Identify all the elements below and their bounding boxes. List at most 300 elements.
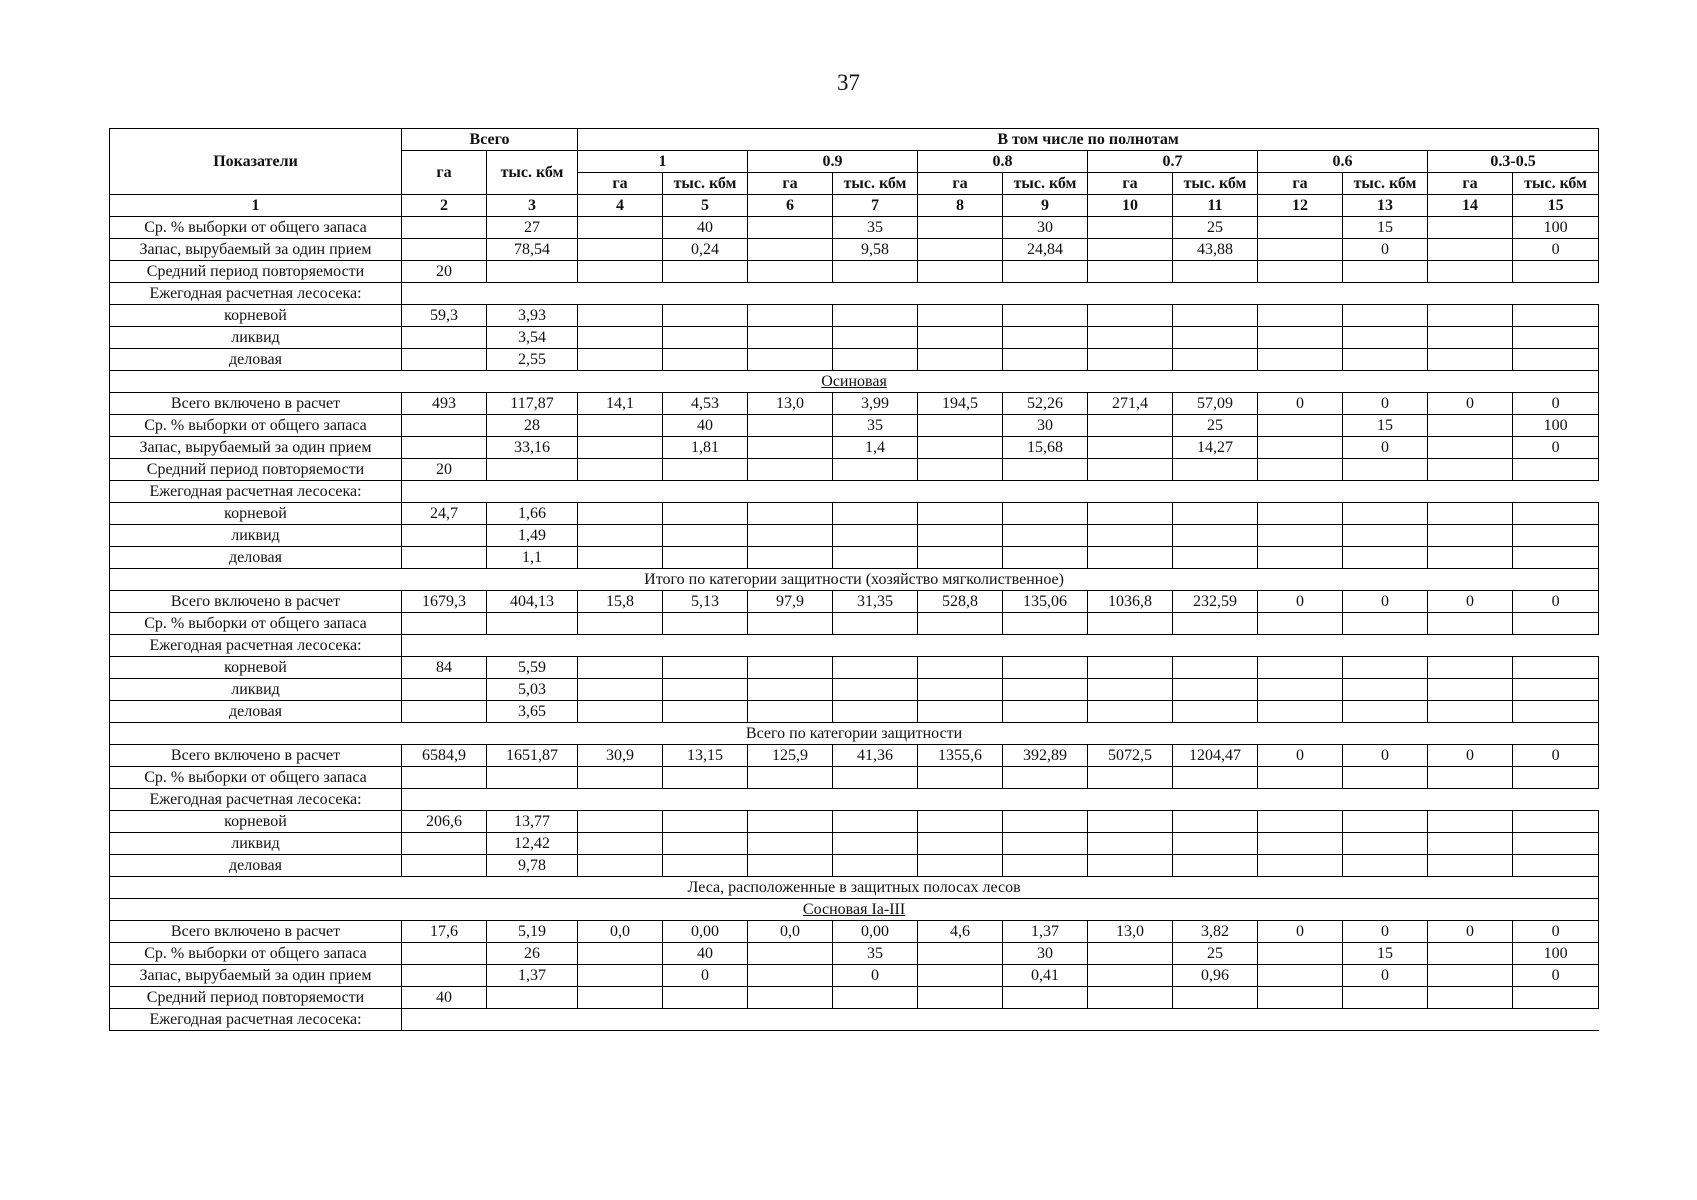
table-cell — [402, 855, 487, 877]
table-cell: 1204,47 — [1173, 745, 1258, 767]
header-column-number: 2 — [402, 195, 487, 217]
table-cell — [833, 349, 918, 371]
table-cell — [1513, 525, 1599, 547]
table-cell: 0 — [1258, 591, 1343, 613]
table-cell — [748, 305, 833, 327]
table-cell — [1428, 525, 1513, 547]
table-cell — [1428, 261, 1513, 283]
table-cell — [1003, 987, 1088, 1009]
table-cell — [833, 811, 918, 833]
table-cell — [1428, 987, 1513, 1009]
table-cell — [1003, 525, 1088, 547]
table-cell: 24,84 — [1003, 239, 1088, 261]
table-cell: 4,6 — [918, 921, 1003, 943]
table-cell — [1173, 811, 1258, 833]
table-cell: 1,4 — [833, 437, 918, 459]
header-total: Всего — [402, 129, 578, 151]
table-cell — [1173, 701, 1258, 723]
empty-span-cell — [402, 283, 1599, 305]
table-cell — [1428, 239, 1513, 261]
table-cell: 9,58 — [833, 239, 918, 261]
table-cell — [833, 833, 918, 855]
table-cell — [578, 855, 663, 877]
table-cell — [1173, 855, 1258, 877]
table-cell — [918, 437, 1003, 459]
table-cell — [1258, 239, 1343, 261]
table-body — [110, 217, 1599, 1031]
table-cell — [1343, 349, 1428, 371]
table-cell — [1003, 833, 1088, 855]
table-cell — [663, 525, 748, 547]
table-cell — [1428, 503, 1513, 525]
table-cell — [918, 701, 1003, 723]
table-row — [110, 283, 1599, 305]
table-cell: 30 — [1003, 415, 1088, 437]
header-indicators: Показатели — [110, 129, 402, 195]
table-cell — [402, 415, 487, 437]
table-cell — [833, 547, 918, 569]
table-cell — [578, 833, 663, 855]
table-row — [110, 459, 1599, 481]
table-cell — [918, 305, 1003, 327]
table-cell: 5,19 — [487, 921, 578, 943]
table-cell — [402, 547, 487, 569]
table-cell — [918, 855, 1003, 877]
table-cell — [833, 701, 918, 723]
table-cell: 0 — [1428, 591, 1513, 613]
table-cell — [1513, 657, 1599, 679]
header-column-number: 11 — [1173, 195, 1258, 217]
table-cell: 2,55 — [487, 349, 578, 371]
table-cell: 1,37 — [1003, 921, 1088, 943]
table-cell: 15 — [1343, 217, 1428, 239]
header-unit-volume: тыс. кбм — [1003, 173, 1088, 195]
table-cell — [487, 261, 578, 283]
table-cell — [1513, 613, 1599, 635]
table-cell — [1258, 349, 1343, 371]
table-cell: 13,15 — [663, 745, 748, 767]
table-cell — [1428, 833, 1513, 855]
table-row — [110, 987, 1599, 1009]
table-cell — [1173, 459, 1258, 481]
table-cell: 4,53 — [663, 393, 748, 415]
table-cell: 0 — [1513, 239, 1599, 261]
table-cell: 0 — [1343, 591, 1428, 613]
table-cell: 117,87 — [487, 393, 578, 415]
table-cell — [1428, 943, 1513, 965]
table-cell — [578, 459, 663, 481]
table-cell — [1258, 657, 1343, 679]
table-cell: 0,00 — [833, 921, 918, 943]
table-cell — [663, 349, 748, 371]
header-unit-ha: га — [1088, 173, 1173, 195]
section-title — [110, 723, 1599, 745]
header-column-number: 1 — [110, 195, 402, 217]
table-cell — [1428, 217, 1513, 239]
table-cell: 0 — [1258, 921, 1343, 943]
header-density: 0.6 — [1258, 151, 1428, 173]
table-cell — [578, 239, 663, 261]
table-cell: 5,59 — [487, 657, 578, 679]
table-cell — [918, 261, 1003, 283]
table-cell — [1343, 679, 1428, 701]
table-cell — [748, 547, 833, 569]
table-cell — [1428, 305, 1513, 327]
table-cell — [1173, 327, 1258, 349]
table-cell — [402, 833, 487, 855]
table-row — [110, 613, 1599, 635]
table-cell: 0,96 — [1173, 965, 1258, 987]
page-number: 37 — [837, 70, 860, 95]
table-cell — [1003, 679, 1088, 701]
table-cell — [918, 547, 1003, 569]
header-density: 0.9 — [748, 151, 918, 173]
table-cell — [663, 327, 748, 349]
table-cell — [918, 679, 1003, 701]
table-cell: 97,9 — [748, 591, 833, 613]
table-cell: 3,99 — [833, 393, 918, 415]
table-cell — [1513, 305, 1599, 327]
table-cell: 12,42 — [487, 833, 578, 855]
table-cell: 30 — [1003, 943, 1088, 965]
table-cell: 1679,3 — [402, 591, 487, 613]
table-cell — [487, 767, 578, 789]
table-cell: 33,16 — [487, 437, 578, 459]
table-cell — [918, 217, 1003, 239]
table-cell: 0 — [1513, 745, 1599, 767]
table-cell — [833, 327, 918, 349]
table-cell — [402, 965, 487, 987]
table-cell — [1003, 327, 1088, 349]
header-density: 1 — [578, 151, 748, 173]
table-row — [110, 349, 1599, 371]
table-cell: 1651,87 — [487, 745, 578, 767]
table-cell — [578, 349, 663, 371]
table-cell: 206,6 — [402, 811, 487, 833]
table-cell — [748, 327, 833, 349]
table-cell — [1088, 767, 1173, 789]
table-cell — [1513, 701, 1599, 723]
table-cell — [663, 503, 748, 525]
table-cell — [1088, 239, 1173, 261]
table-cell: 0 — [833, 965, 918, 987]
table-cell — [1088, 855, 1173, 877]
table-cell — [748, 833, 833, 855]
table-cell — [1173, 657, 1258, 679]
row-label: корневой — [110, 503, 402, 525]
table-cell — [833, 987, 918, 1009]
table-cell — [833, 855, 918, 877]
table-row — [110, 943, 1599, 965]
table-cell — [1343, 767, 1428, 789]
table-cell — [402, 613, 487, 635]
table-row — [110, 547, 1599, 569]
row-label: Всего включено в расчет — [110, 591, 402, 613]
table-cell: 6584,9 — [402, 745, 487, 767]
row-label: Ср. % выборки от общего запаса — [110, 415, 402, 437]
table-cell — [1343, 459, 1428, 481]
header-column-number: 12 — [1258, 195, 1343, 217]
table-row — [110, 327, 1599, 349]
table-cell — [1088, 415, 1173, 437]
table-cell — [918, 767, 1003, 789]
table-cell — [1003, 547, 1088, 569]
table-cell: 0 — [1343, 921, 1428, 943]
table-row — [110, 217, 1599, 239]
table-cell — [402, 217, 487, 239]
table-cell — [1343, 503, 1428, 525]
table-cell: 13,0 — [748, 393, 833, 415]
table-row — [110, 679, 1599, 701]
table-cell — [487, 459, 578, 481]
table-cell: 0 — [1513, 591, 1599, 613]
table-cell: 1,1 — [487, 547, 578, 569]
table-cell — [1258, 855, 1343, 877]
header-unit-ha: га — [578, 173, 663, 195]
table-cell: 135,06 — [1003, 591, 1088, 613]
table-cell — [1088, 679, 1173, 701]
row-label: Ср. % выборки от общего запаса — [110, 217, 402, 239]
header-unit-volume: тыс. кбм — [1173, 173, 1258, 195]
table-cell — [402, 943, 487, 965]
table-cell — [918, 327, 1003, 349]
table-cell — [918, 415, 1003, 437]
table-cell — [1003, 261, 1088, 283]
table-cell — [1428, 327, 1513, 349]
table-cell — [402, 437, 487, 459]
row-label: Ежегодная расчетная лесосека: — [110, 635, 402, 657]
row-label: деловая — [110, 349, 402, 371]
table-cell: 404,13 — [487, 591, 578, 613]
table-cell: 78,54 — [487, 239, 578, 261]
header-column-number: 5 — [663, 195, 748, 217]
table-cell — [487, 987, 578, 1009]
table-cell — [1428, 613, 1513, 635]
table-cell: 0 — [1428, 921, 1513, 943]
table-cell — [578, 767, 663, 789]
table-cell: 0,24 — [663, 239, 748, 261]
table-cell — [578, 503, 663, 525]
table-cell — [1088, 811, 1173, 833]
table-cell — [1088, 987, 1173, 1009]
table-cell — [833, 767, 918, 789]
table-cell: 25 — [1173, 415, 1258, 437]
table-row — [110, 701, 1599, 723]
table-cell — [1258, 217, 1343, 239]
table-cell — [1513, 833, 1599, 855]
section-header-row — [110, 877, 1599, 899]
table-cell — [748, 657, 833, 679]
table-cell — [1258, 987, 1343, 1009]
table-cell — [578, 943, 663, 965]
table-cell — [663, 613, 748, 635]
table-row — [110, 481, 1599, 503]
table-cell — [1428, 547, 1513, 569]
table-cell — [918, 239, 1003, 261]
table-cell — [1258, 525, 1343, 547]
table-cell — [1428, 437, 1513, 459]
table-cell: 493 — [402, 393, 487, 415]
row-label: Средний период повторяемости — [110, 261, 402, 283]
table-cell — [1173, 987, 1258, 1009]
row-label: Средний период повторяемости — [110, 459, 402, 481]
table-cell: 30 — [1003, 217, 1088, 239]
table-cell — [578, 327, 663, 349]
table-cell — [1343, 833, 1428, 855]
table-cell: 0 — [1343, 745, 1428, 767]
table-cell: 57,09 — [1173, 393, 1258, 415]
table-cell: 1,49 — [487, 525, 578, 547]
header-by-density: В том числе по полнотам — [578, 129, 1599, 151]
table-cell — [402, 525, 487, 547]
table-cell — [1513, 327, 1599, 349]
table-cell — [1003, 767, 1088, 789]
table-cell: 13,77 — [487, 811, 578, 833]
table-cell: 5072,5 — [1088, 745, 1173, 767]
table-cell — [402, 679, 487, 701]
section-header-row — [110, 723, 1599, 745]
table-cell: 0 — [1513, 965, 1599, 987]
row-label: Запас, вырубаемый за один прием — [110, 965, 402, 987]
table-cell — [833, 459, 918, 481]
table-cell — [918, 943, 1003, 965]
table-cell — [748, 239, 833, 261]
table-cell: 14,27 — [1173, 437, 1258, 459]
table-cell — [918, 811, 1003, 833]
row-label: Ежегодная расчетная лесосека: — [110, 1009, 402, 1031]
table-cell — [1258, 459, 1343, 481]
table-row — [110, 767, 1599, 789]
table-row — [110, 657, 1599, 679]
table-cell — [748, 349, 833, 371]
row-label: ликвид — [110, 833, 402, 855]
table-row — [110, 811, 1599, 833]
table-cell: 3,54 — [487, 327, 578, 349]
table-cell — [1343, 855, 1428, 877]
header-unit-ha: га — [1428, 173, 1513, 195]
table-cell — [1258, 965, 1343, 987]
table-cell — [1513, 811, 1599, 833]
table-cell — [1088, 657, 1173, 679]
table-cell — [1343, 327, 1428, 349]
table-cell — [1003, 459, 1088, 481]
table-cell — [1003, 349, 1088, 371]
row-label: Всего включено в расчет — [110, 921, 402, 943]
table-cell — [1173, 261, 1258, 283]
table-cell — [1088, 305, 1173, 327]
table-cell — [1258, 613, 1343, 635]
section-title — [110, 877, 1599, 899]
row-label: Запас, вырубаемый за один прием — [110, 239, 402, 261]
table-cell: 20 — [402, 459, 487, 481]
table-cell: 43,88 — [1173, 239, 1258, 261]
table-cell — [663, 833, 748, 855]
table-cell: 0 — [1343, 239, 1428, 261]
table-cell — [833, 679, 918, 701]
header-density: 0.7 — [1088, 151, 1258, 173]
table-cell: 100 — [1513, 415, 1599, 437]
table-cell — [663, 459, 748, 481]
table-cell — [748, 987, 833, 1009]
table-row — [110, 833, 1599, 855]
table-row — [110, 965, 1599, 987]
row-label: Всего включено в расчет — [110, 393, 402, 415]
table-cell — [1258, 811, 1343, 833]
table-cell: 100 — [1513, 943, 1599, 965]
row-label: Ежегодная расчетная лесосека: — [110, 789, 402, 811]
table-cell — [748, 965, 833, 987]
table-cell — [1513, 459, 1599, 481]
table-cell — [748, 437, 833, 459]
header-unit-volume: тыс. кбм — [1343, 173, 1428, 195]
table-cell — [748, 415, 833, 437]
header-total-volume: тыс. кбм — [487, 151, 578, 195]
table-cell — [578, 547, 663, 569]
table-cell: 40 — [402, 987, 487, 1009]
table-cell — [748, 679, 833, 701]
table-cell — [1088, 943, 1173, 965]
table-cell — [1003, 305, 1088, 327]
forest-cutting-table — [109, 128, 1599, 1031]
table-cell: 1,37 — [487, 965, 578, 987]
table-cell — [748, 613, 833, 635]
table-cell — [1088, 503, 1173, 525]
table-cell — [918, 525, 1003, 547]
table-cell: 84 — [402, 657, 487, 679]
table-cell — [1088, 833, 1173, 855]
table-cell — [578, 217, 663, 239]
section-title-text: Всего по категории защитности — [745, 724, 963, 742]
table-cell — [1343, 305, 1428, 327]
table-cell: 0 — [1428, 745, 1513, 767]
table-cell — [748, 459, 833, 481]
table-cell: 528,8 — [918, 591, 1003, 613]
table-cell — [1428, 459, 1513, 481]
table-cell — [578, 437, 663, 459]
table-cell — [1513, 503, 1599, 525]
row-label: Средний период повторяемости — [110, 987, 402, 1009]
table-cell — [1258, 679, 1343, 701]
table-cell: 0,41 — [1003, 965, 1088, 987]
table-cell — [1003, 811, 1088, 833]
section-title — [110, 569, 1599, 591]
table-cell — [833, 503, 918, 525]
section-title-text: Сосновая Ia-III — [802, 900, 906, 918]
table-cell — [1173, 305, 1258, 327]
table-cell — [1428, 767, 1513, 789]
table-cell: 0 — [663, 965, 748, 987]
table-cell — [1343, 261, 1428, 283]
table-cell — [663, 305, 748, 327]
section-title-text: Леса, расположенные в защитных полосах лесов — [687, 878, 1021, 896]
row-label: Ср. % выборки от общего запаса — [110, 767, 402, 789]
table-cell: 15 — [1343, 943, 1428, 965]
table-row — [110, 855, 1599, 877]
table-cell: 13,0 — [1088, 921, 1173, 943]
section-title-text: Осиновая — [821, 372, 887, 390]
header-unit-ha: га — [748, 173, 833, 195]
table-cell: 1,81 — [663, 437, 748, 459]
table-cell — [1513, 855, 1599, 877]
table-cell — [1513, 987, 1599, 1009]
table-cell: 14,1 — [578, 393, 663, 415]
header-column-number: 6 — [748, 195, 833, 217]
table-cell — [1173, 349, 1258, 371]
header-column-number: 14 — [1428, 195, 1513, 217]
row-label: ликвид — [110, 679, 402, 701]
table-cell — [918, 987, 1003, 1009]
table-cell — [748, 855, 833, 877]
